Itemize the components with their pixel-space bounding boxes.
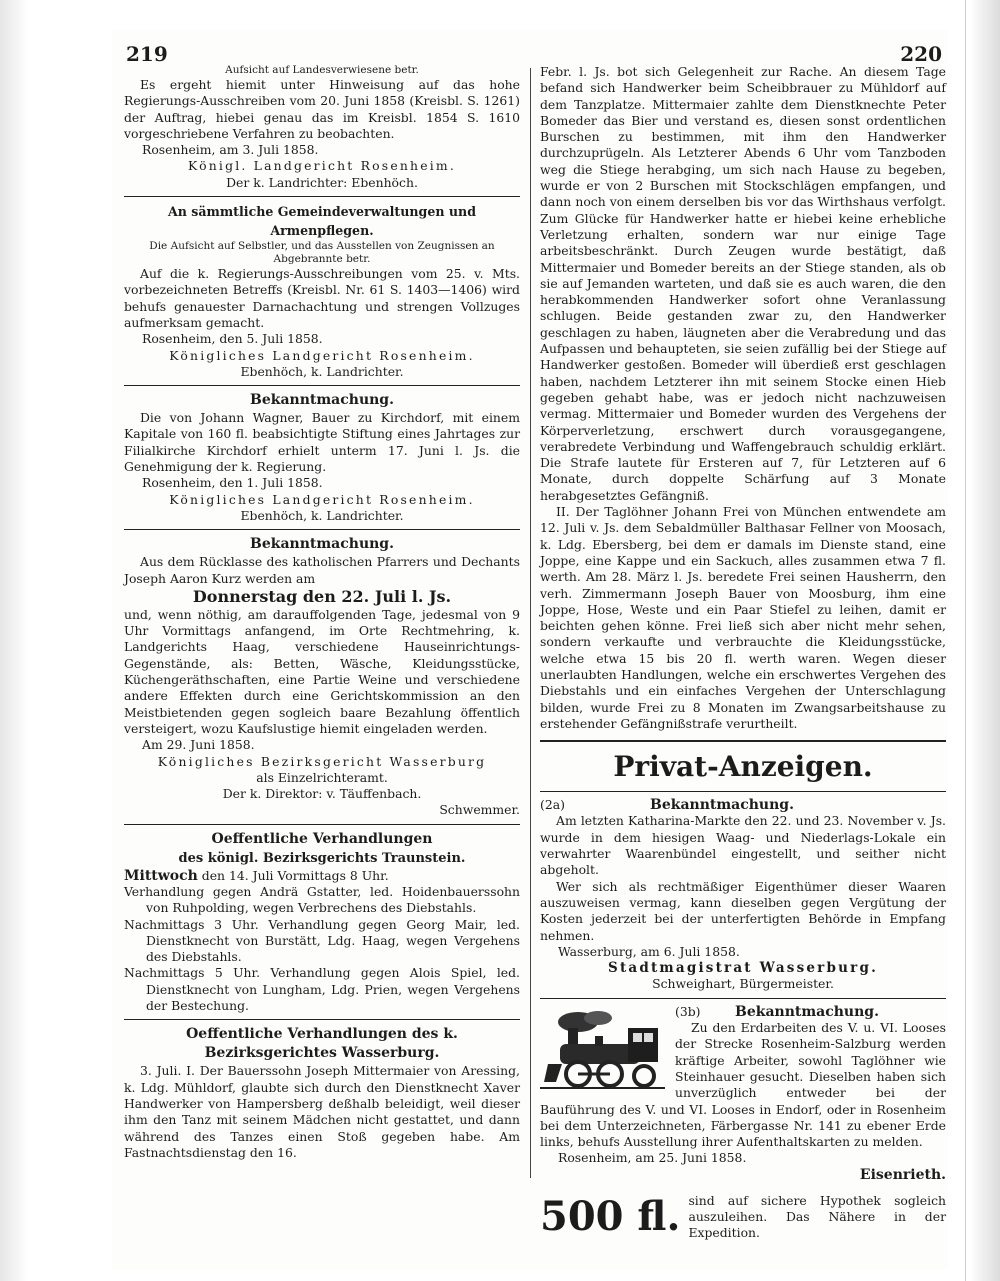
notice-subject: Aufsicht auf Landesverwiesene betr. — [225, 64, 419, 76]
page-number-left: 219 — [126, 42, 168, 66]
ad-date: Rosenheim, am 25. Juni 1858. — [558, 1150, 747, 1166]
page-edge-shadow — [970, 0, 1000, 1281]
ad-body: Zu den Erdarbeiten des V. u. VI. Looses der Strecke Rosenheim-Salzburg werden kräftige Arbeiter, sowohl Taglöhner wie Steinhauer gesucht. Dieselben haben sich unverzüglich entweder bei der Bauführung des V. und VI. Looses in Endorf, oder in Rosenheim bei dem Unterzeichneten, Färbergasse Nr. 141 zu ebener Erde links, behufs Ausstellung ihrer Aufenthaltskarten zu melden. — [540, 1020, 946, 1150]
hearing-entry: Nachmittags 5 Uhr. Verhandlung gegen Alois Spiel, led. Dienstknecht von Lungham, Ldg. Prien, wegen Vergehens der Bestechung. — [124, 965, 520, 1014]
section-rule — [540, 791, 946, 792]
ad-railway-workers — [540, 1004, 946, 1183]
notice-signature: Der k. Direktor: v. Täuffenbach. — [222, 786, 422, 802]
ad-signature: Schweighart, Bürgermeister. — [652, 976, 834, 992]
notice-date: Rosenheim, am 3. Juli 1858. — [142, 142, 319, 158]
section-rule — [124, 385, 520, 386]
ad-signature: Eisenrieth. — [859, 1166, 946, 1183]
section-rule — [540, 740, 946, 742]
loan-text: sind auf sichere Hypothek sogleich auszuleihen. Das Nähere in der Expedition. — [688, 1193, 946, 1240]
notice-title: Oeffentliche Verhandlungen — [211, 830, 433, 847]
book-gutter-shadow — [0, 0, 28, 1281]
notice-subtitle: des königl. Bezirksgerichts Traunstein. — [178, 850, 466, 866]
locomotive-icon — [540, 1008, 665, 1092]
notice-office: Königliches Bezirksgericht Wasserburg — [157, 753, 487, 769]
notice-stiftung — [124, 391, 520, 524]
notice-title: An sämmtliche Gemeindeverwaltungen und Armenpflegen. — [167, 204, 477, 239]
section-rule — [540, 998, 946, 999]
notice-signature: Ebenhöch, k. Landrichter. — [240, 507, 404, 523]
section-rule — [124, 824, 520, 825]
hearing-time: den 14. Juli Vormittags 8 Uhr. — [201, 867, 389, 883]
notice-signature: Der k. Landrichter: Ebenhöch. — [226, 174, 418, 190]
ad-loan — [540, 1193, 946, 1241]
notice-body: und, wenn nöthig, am darauffolgenden Tage, jedesmal von 9 Uhr Vormittags anfangend, im Orte Rechtmehring, k. Landgerichts Haag, verschiedene Hauseinrichtungs-Gegenstände, als: Betten, Wäsche, Kleidungsstücke, Küchengeräthschaften, eine Partie Weine und verschiedene andere Effekten durch eine Gerichtskommission an den Meistbietenden gegen sogleich baare Bezahlung öffentlich versteigert, wozu Kaufslustige hiemit eingeladen werden. — [124, 606, 520, 736]
notice-signature: Ebenhöch, k. Landrichter. — [240, 363, 404, 379]
court-case-continued: Febr. l. Js. bot sich Gelegenheit zur Rache. An diesem Tage befand sich Handwerker beim Scheibbrauer zu Mühldorf auf dem Tanzplatze. Mittermaier zahlte dem Dienstknechte Peter Bomeder das Bier und verstand es, diesen sonst ordentlichen Burschen zu bestimmen, mit ihm den Handwerker durchzuprügeln. Als Letzterer Abends 6 Uhr vom Tanzboden weg die Stiege herabging, um sich nach Hause zu begeben, wurde er von 2 Burschen mit Stockschlägen empfangen, und dann noch von einem derselben bis vor das Wirthshaus verfolgt. Zum Glücke für Handwerker hatte er hiebei keine erhebliche Verletzung erhalten, sondern war nur einige Tage arbeitsbeschränkt. Durch Zeugen wurde bestätigt, daß Mittermaier und Bomeder bereits an der Stiege standen, als ob sie auf Jemanden warteten, und daß sie es auch waren, die den herabkommenden Handwerker sofort ohne Veranlassung schlugen. Beide gestanden zwar zu, den Handwerker geschlagen zu haben, läugneten aber die Verabredung und das Aufpassen und behaupteten, sie seien zufällig bei der Stiege auf Handwerker gestoßen. Bomeder will überdieß erst geschlagen haben, nachdem Letzterer ihn mit seinem Stocke einen Hieb gegeben gehabt habe, was er jedoch nicht nachzuweisen vermag. Mittermaier und Bomeder wurden des Vergehens der Körperverletzung, erschwert durch vorausgegangene, verabredete Verbindung und Waffengebrauch schuldig erklärt. Die Strafe lautete für Ersteren auf 7, für Letzteren auf 6 Monate, durch doppelte Schärfung auf 3 Monate herabgesetztes Gefängniß. — [540, 64, 946, 503]
page-fold-line — [965, 0, 966, 1281]
notice-landesverwiesene — [124, 64, 520, 191]
notice-title: Oeffentliche Verhandlungen des k. Bezirksgerichtes Wasserburg. — [186, 1026, 458, 1062]
section-rule — [124, 529, 520, 530]
notice-wasserburg-court — [124, 1025, 520, 1161]
ad-date: Wasserburg, am 6. Juli 1858. — [558, 943, 740, 959]
notice-office: Königl. Landgericht Rosenheim. — [187, 158, 457, 174]
ad-label: (2a) — [540, 797, 565, 813]
ad-waarenbuendel — [540, 797, 946, 993]
notice-body: Die von Johann Wagner, Bauer zu Kirchdorf, mit einem Kapitale von 160 fl. beabsichtigte Stiftung eines Jahrtages zur Filialkirche Kirchdorf erhielt unterm 17. Juni l. Js. die Genehmigung der k. Regierung. — [124, 410, 520, 475]
ad-title: Bekanntmachung. — [650, 797, 794, 814]
notice-office: Königliches Landgericht Rosenheim. — [169, 347, 475, 363]
notice-office: Königliches Landgericht Rosenheim. — [169, 491, 475, 507]
notice-subject: Die Aufsicht auf Selbstler, und das Ausstellen von Zeugnissen an Abgebrannte betr. — [149, 240, 495, 266]
loan-amount: 500 fl. — [540, 1193, 681, 1240]
notice-traunstein — [124, 830, 520, 1015]
auction-date: Donnerstag den 22. Juli l. Js. — [192, 586, 452, 606]
column-divider — [530, 68, 531, 1178]
section-rule — [124, 1019, 520, 1020]
hearing-entry: Verhandlung gegen Andrä Gstatter, led. Hoidenbauerssohn von Ruhpolding, wegen Verbrechens des Diebstahls. — [124, 883, 520, 916]
ad-office: Stadtmagistrat Wasserburg. — [608, 960, 878, 977]
notice-versteigerung — [124, 535, 520, 818]
ad-body-2: Wer sich als rechtmäßiger Eigenthümer dieser Waaren auszuweisen vermag, kann dieselben gegen Vergütung der Kosten jederzeit bei der unterfertigten Behörde in Empfang nehmen. — [540, 878, 946, 943]
right-column — [540, 64, 946, 1241]
notice-intro: Aus dem Rücklasse des katholischen Pfarrers und Dechants Joseph Aaron Kurz werden am — [124, 554, 520, 586]
notice-date: Rosenheim, den 5. Juli 1858. — [142, 331, 323, 347]
section-rule — [124, 196, 520, 197]
notice-title: Bekanntmachung. — [250, 536, 394, 553]
notice-body: Auf die k. Regierungs-Ausschreibungen vom 25. v. Mts. vorbezeichneten Betreffs (Kreisbl. Nr. 61 S. 1403—1406) wird behufs genauester Darnachachtung und strengen Vollzuges aufmerksam gemacht. — [124, 266, 520, 330]
weekday-label: Mittwoch — [124, 867, 198, 884]
page-number-right: 220 — [900, 42, 942, 66]
notice-date: Rosenheim, den 1. Juli 1858. — [142, 475, 323, 491]
notice-gemeindeverwaltungen — [124, 202, 520, 380]
left-column — [124, 64, 520, 1161]
notice-signature-2: Schwemmer. — [439, 802, 520, 818]
hearing-entry: Nachmittags 3 Uhr. Verhandlung gegen Georg Mair, led. Dienstknecht von Burstätt, Ldg. Haag, wegen Vergehens des Diebstahls. — [124, 916, 520, 965]
court-case-two: II. Der Taglöhner Johann Frei von München entwendete am 12. Juli v. Js. dem Sebaldmüller Balthasar Fellner von Moosach, k. Ldg. Ebersberg, bei dem er damals im Dienste stand, eine Joppe, eine Kappe und ein Sackuch, alles zusammen etwa 7 fl. werth. Am 28. März l. Js. beredete Frei seinen Hausherrn, den verh. Zimmermann Joseph Bauer von Moosburg, ihm eine Joppe, Hose, Weste und ein Paar Stiefel zu leihen, damit er beichten gehen könne. Frei ließ sich aber nicht mehr sehen, sondern verkaufte und verbrauchte die Kleidungsstücke, welche etwa 15 bis 20 fl. werth waren. Wegen dieser unerlaubten Handlungen, welche ein erschwertes Vergehen des Diebstahls und ein einfaches Vergehen der Unterschlagung bilden, wurde Frei zu 8 Monaten im Zwangsarbeitshause zu erstehender Gefängnißstrafe verurtheilt. — [540, 504, 946, 731]
private-ads-title: Privat-Anzeigen. — [613, 750, 873, 784]
ad-title: Bekanntmachung. — [735, 1003, 879, 1020]
newspaper-page — [112, 30, 948, 1270]
notice-body: Es ergeht hiemit unter Hinweisung auf das hohe Regierungs-Ausschreiben vom 20. Juni 1858 (Kreisbl. S. 1261) der Auftrag, hiebei genau das im Kreisbl. 1854 S. 1610 vorgeschriebene Verfahren zu beobachten. — [124, 77, 520, 141]
notice-body: 3. Juli. I. Der Bauerssohn Joseph Mittermaier von Aressing, k. Ldg. Mühldorf, glaubte sich durch den Dienstknecht Xaver Handwerker von Hampersberg deßhalb beleidigt, weil dieser ihm den Tanz mit seinem Mädchen nicht gestattet, und dann während des Tanzes einen Stoß gegeben habe. Am Fastnachtsdienstag den 16. — [124, 1063, 520, 1160]
notice-date: Am 29. Juni 1858. — [142, 737, 255, 753]
ad-label: (3b) — [675, 1003, 701, 1019]
notice-office-sub: als Einzelrichteramt. — [256, 769, 388, 785]
notice-title: Bekanntmachung. — [250, 392, 394, 409]
ad-body: Am letzten Katharina-Markte den 22. und 23. November v. Js. wurde in dem hiesigen Waag- und Niederlags-Lokale ein verwahrter Waarenbündel eingestellt, und seither nicht abgeholt. — [540, 813, 946, 878]
